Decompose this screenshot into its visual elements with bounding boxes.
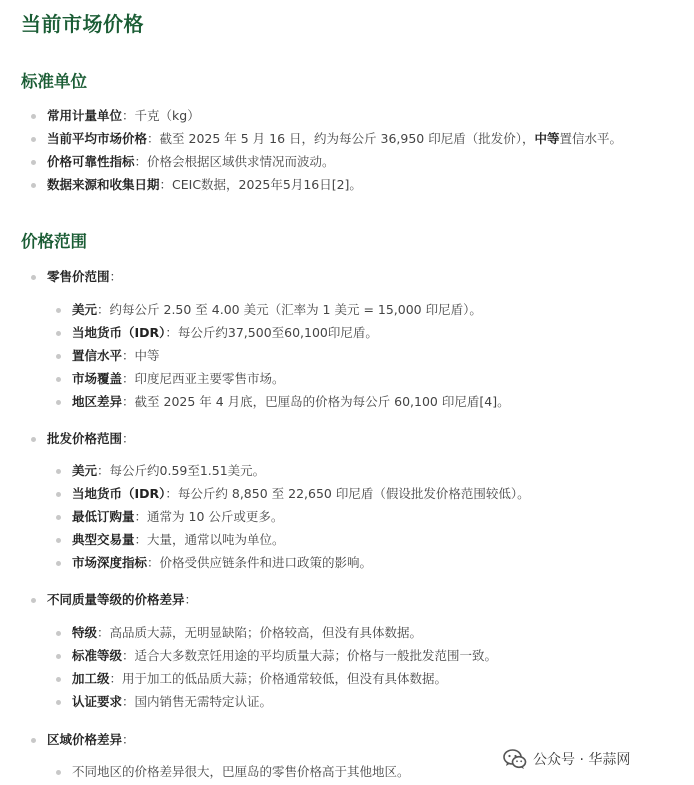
bullet-icon [56, 492, 61, 497]
list-item: 最低订购量：通常为 10 公斤或更多。 [72, 509, 284, 524]
list-item: 特级：高品质大蒜，无明显缺陷；价格较高，但没有具体数据。 [72, 625, 423, 640]
bullet-icon [56, 308, 61, 313]
bullet-icon [31, 275, 36, 280]
bullet-icon [31, 160, 36, 165]
list-item: 市场深度指标：价格受供应链条件和进口政策的影响。 [72, 555, 373, 570]
bullet-icon [56, 331, 61, 336]
section-heading-price-range: 价格范围 [21, 232, 87, 251]
list-item: 美元：每公斤约0.59至1.51美元。 [72, 463, 266, 478]
wechat-icon [503, 748, 527, 770]
bullet-icon [56, 538, 61, 543]
bullet-icon [56, 770, 61, 775]
list-item: 加工级：用于加工的低品质大蒜；价格通常较低，但没有具体数据。 [72, 671, 448, 686]
bullet-icon [31, 738, 36, 743]
bullet-icon [31, 137, 36, 142]
bullet-icon [31, 183, 36, 188]
list-item: 典型交易量：大量，通常以吨为单位。 [72, 532, 285, 547]
bullet-icon [56, 400, 61, 405]
bullet-icon [56, 561, 61, 566]
page-title: 当前市场价格 [21, 12, 144, 36]
group-label-regional: 区域价格差异： [47, 732, 135, 747]
list-item: 市场覆盖：印度尼西亚主要零售市场。 [72, 371, 285, 386]
list-item: 当前平均市场价格：截至 2025 年 5 月 16 日，约为每公斤 36,950 印尼盾（批发价），中等置信水平。 [47, 131, 622, 146]
bullet-icon [56, 654, 61, 659]
list-item: 常用计量单位：千克（kg） [47, 108, 200, 123]
bullet-icon [56, 700, 61, 705]
bullet-icon [56, 377, 61, 382]
bullet-icon [31, 114, 36, 119]
list-item: 当地货币（IDR）：每公斤约37,500至60,100印尼盾。 [72, 325, 378, 340]
list-item: 不同地区的价格差异很大，巴厘岛的零售价格高于其他地区。 [72, 764, 410, 779]
bullet-icon [56, 631, 61, 636]
list-item: 当地货币（IDR）：每公斤约 8,850 至 22,650 印尼盾（假设批发价格范围较低）。 [72, 486, 530, 501]
group-label-retail: 零售价范围： [47, 269, 123, 284]
group-label-quality: 不同质量等级的价格差异： [47, 592, 198, 607]
group-label-wholesale: 批发价格范围： [47, 431, 135, 446]
bullet-icon [56, 677, 61, 682]
list-item: 置信水平：中等 [72, 348, 160, 363]
watermark-text: 公众号 · 华蒜网 [533, 752, 631, 768]
wechat-watermark [503, 746, 630, 772]
list-item: 认证要求：国内销售无需特定认证。 [72, 694, 273, 709]
list-item: 数据来源和收集日期：CEIC数据，2025年5月16日[2]。 [47, 177, 362, 192]
section-heading-standard-unit: 标准单位 [21, 72, 87, 91]
list-item: 价格可靠性指标：价格会根据区域供求情况而波动。 [47, 154, 335, 169]
bullet-icon [56, 515, 61, 520]
list-item: 美元：约每公斤 2.50 至 4.00 美元（汇率为 1 美元 = 15,000 印尼盾）。 [72, 302, 482, 317]
list-item: 标准等级：适合大多数烹饪用途的平均质量大蒜；价格与一般批发范围一致。 [72, 648, 498, 663]
bullet-icon [56, 354, 61, 359]
list-item: 地区差异：截至 2025 年 4 月底，巴厘岛的价格为每公斤 60,100 印尼盾[4]。 [72, 394, 510, 409]
bullet-icon [56, 469, 61, 474]
bullet-icon [31, 598, 36, 603]
bullet-icon [31, 437, 36, 442]
